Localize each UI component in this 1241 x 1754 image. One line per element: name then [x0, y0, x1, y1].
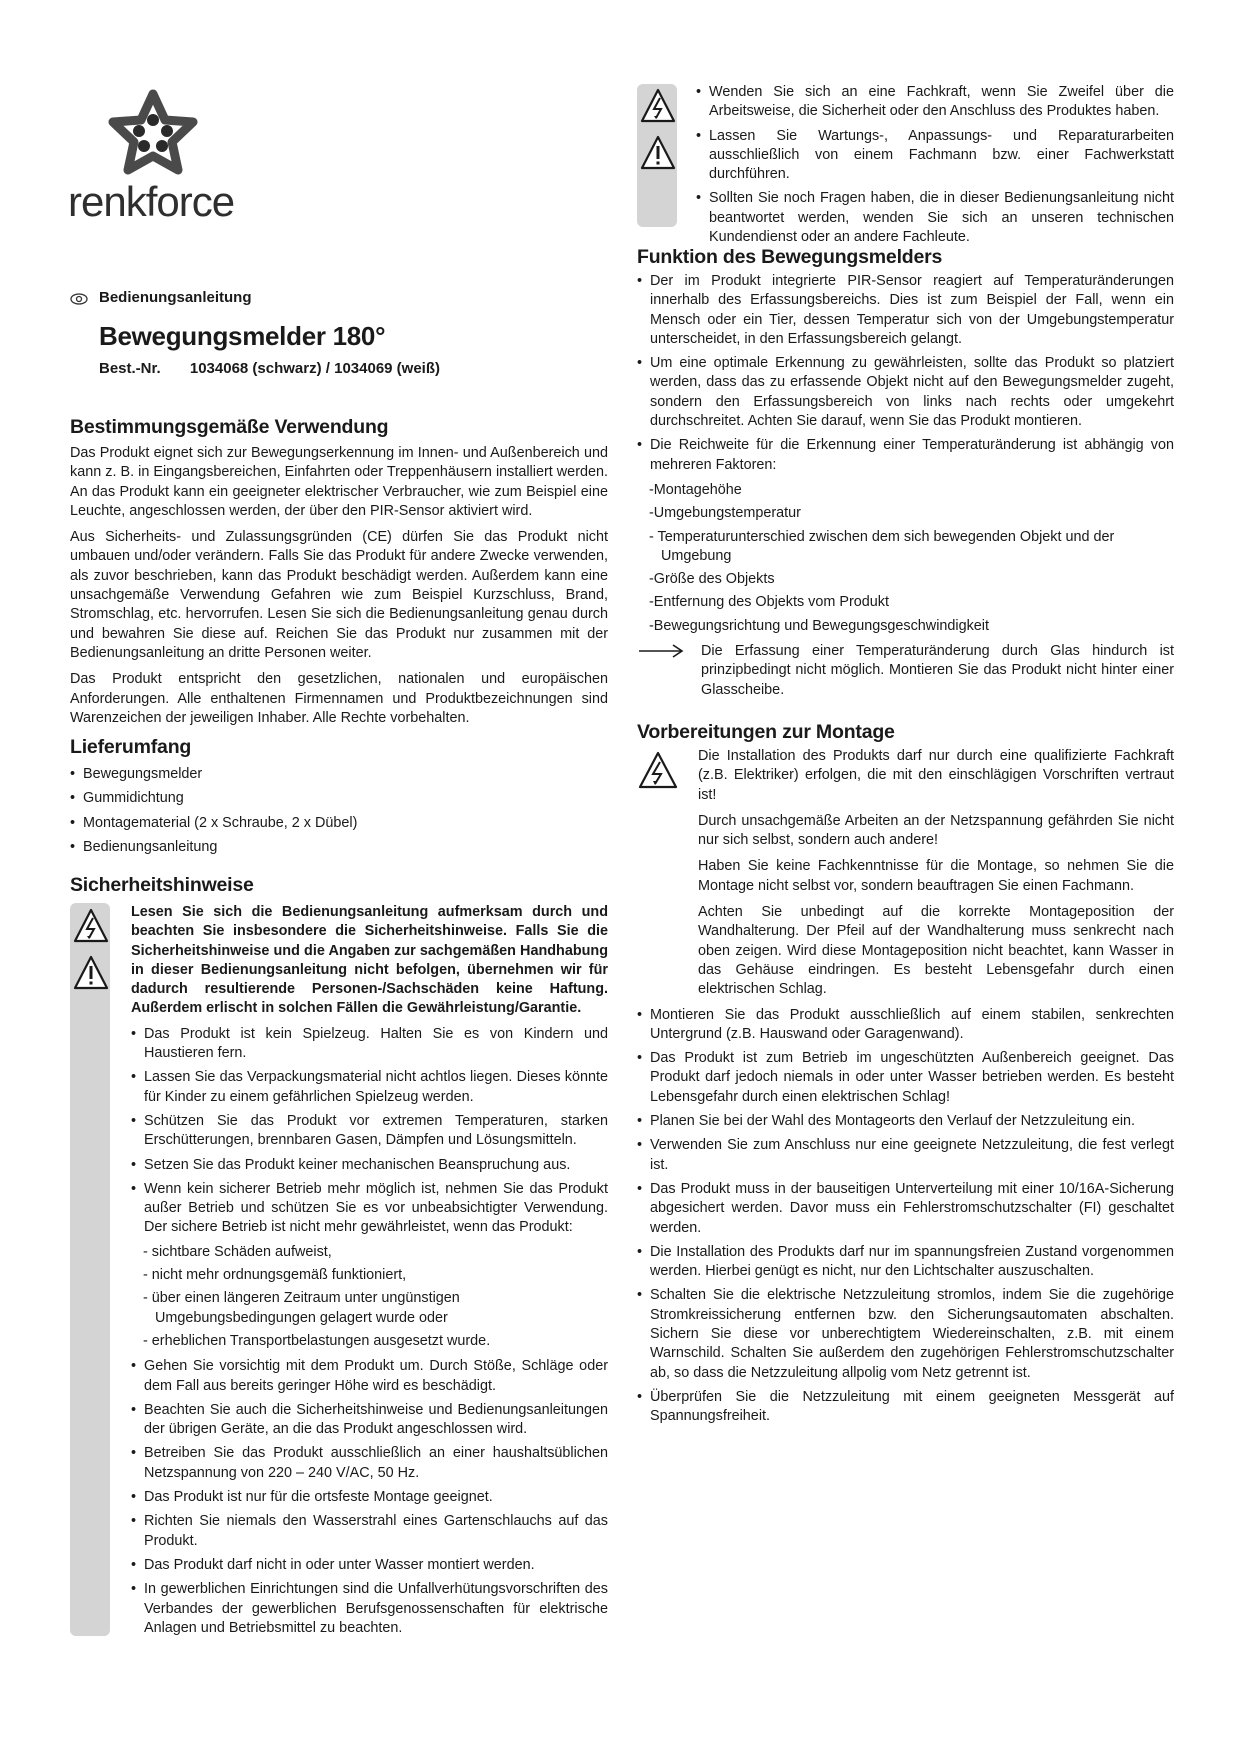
condition-list — [131, 1243, 608, 1351]
list-item: • Die Installation des Produkts darf nur im spannungsfreien Zustand vorgenommen werden. Hierbei genügt es nicht, nur den Lichtschalter auszuschalten. — [637, 1243, 1174, 1282]
list-item: • Betreiben Sie das Produkt ausschließlich an einer haushaltsüblichen Netzspannung von 220 – 240 V/AC, 50 Hz. — [131, 1444, 608, 1483]
list-item: • Sollten Sie noch Fragen haben, die in dieser Bedienungsanleitung nicht beantwortet werden, wenden Sie sich an unseren technischen Kundendienst oder an andere Fachleute. — [696, 189, 1174, 247]
list-item: • Wenn kein sicherer Betrieb mehr möglich ist, nehmen Sie das Produkt außer Betrieb und schützen Sie es vor unbeabsichtigter Verwendung. Der sichere Betrieb ist nicht mehr gewährleistet, wenn das Produkt: — [131, 1180, 608, 1238]
list-item: • Das Produkt ist zum Betrieb im ungeschützten Außenbereich geeignet. Das Produkt darf jedoch niemals in oder unter Wasser betrieben werden. Es besteht Lebensgefahr durch einen elektrischen Schlag! — [637, 1049, 1174, 1107]
list-item: • Verwenden Sie zum Anschluss nur eine geeignete Netzzuleitung, die fest verlegt ist. — [637, 1136, 1174, 1175]
factor-item: -Montagehöhe — [649, 481, 742, 498]
brand-logo — [68, 82, 268, 227]
intended-use-paragraph: Das Produkt entspricht den gesetzlichen, nationalen und europäischen Anforderungen. Alle enthaltenen Firmennamen und Produktbezeichnungen sind Warenzeichen der jeweiligen Inhaber. Alle Rechte vorbehalten. — [70, 671, 608, 726]
glass-note-text: Die Erfassung einer Temperaturänderung durch Glas hindurch ist prinzipbedingt nicht möglich. Montieren Sie das Produkt nicht hinter einer Glasscheibe. — [701, 643, 1174, 698]
list-item: • In gewerblichen Einrichtungen sind die Unfallverhütungsvorschriften des Verbandes der gewerblichen Berufsgenossenschaften für elektrische Anlagen und Betriebsmittel zu beachten. — [131, 1580, 608, 1638]
safety-list-b — [131, 1357, 608, 1638]
exclamation-warning-icon — [73, 955, 109, 991]
factor-list — [637, 481, 1174, 636]
electric-shock-warning-icon — [640, 88, 676, 124]
list-item: • Der im Produkt integrierte PIR-Sensor reagiert auf Temperaturänderungen innerhalb des Erfassungsbereichs. Dies ist zum Beispiel der Fall, wenn ein Mensch oder ein Tier, dessen Temperatur sich von der Umgebungstemperatur unterscheidet, in den Erfassungsbereich gelangt. — [637, 272, 1174, 349]
preparation-warnings — [637, 747, 1174, 1000]
eye-icon — [70, 293, 88, 305]
condition-item: - nicht mehr ordnungsgemäß funktioniert, — [143, 1267, 407, 1284]
safety-section — [70, 873, 610, 897]
preparation-heading: Vorbereitungen zur Montage — [637, 721, 895, 743]
function-section — [637, 245, 1174, 700]
function-list — [637, 272, 1174, 475]
order-numbers: 1034068 (schwarz) / 1034069 (weiß) — [189, 360, 441, 377]
list-item: • Schützen Sie das Produkt vor extremen Temperaturen, starken Erschütterungen, brennbaren Gasen, Dämpfen und Lösungsmitteln. — [131, 1112, 608, 1151]
intended-use-paragraph: Das Produkt eignet sich zur Bewegungserkennung im Innen- und Außenbereich und kann z. B. in Eingangsbereichen, Einfahrten oder Treppenhäusern installiert werden. An das Produkt kann ein geeigneter elektrischer Verbraucher, wie zum Beispiel eine Leuchte, angeschlossen werden, der über den PIR-Sensor aktiviert wird. — [70, 445, 608, 519]
list-item: • Lassen Sie das Verpackungsmaterial nicht achtlos liegen. Dieses könnte für Kinder zu einem gefährlichen Spielzeug werden. — [131, 1068, 608, 1107]
function-heading: Funktion des Bewegungsmelders — [637, 246, 943, 268]
list-item: • Um eine optimale Erkennung zu gewährleisten, sollte das Produkt so platziert werden, dass das zu erfassende Objekt nicht auf den Bewegungsmelder zugeht, sondern den Erfassungsbereich von links nach rechts oder umgekehrt durchschreitet. Achten Sie darauf, wenn Sie das Produkt montieren. — [637, 354, 1174, 431]
list-item: • Bedienungsanleitung — [70, 838, 608, 857]
intended-use-paragraph: Aus Sicherheits- und Zulassungsgründen (CE) dürfen Sie das Produkt nicht umbauen und/oder verändern. Falls Sie das Produkt für andere Zwecke verwenden, als zuvor beschrieben, kann das Produkt beschädigt werden. Außerdem kann eine unsachgemäße Verwendung Gefahren wie zum Beispiel Kurzschluss, Brand, Stromschlag, etc. hervorrufen. Lesen Sie sich die Bedienungsanleitung genau durch und bewahren Sie diese auf. Reichen Sie das Produkt nur zusammen mit der Bedienungsanleitung an dritte Personen weiter. — [70, 529, 608, 661]
page-title: Bewegungsmelder 180° — [99, 321, 386, 351]
intended-use-section — [70, 415, 608, 728]
preparation-list — [637, 1006, 1174, 1427]
electric-shock-warning-icon — [73, 908, 109, 944]
list-item: • Montagematerial (2 x Schraube, 2 x Dübel) — [70, 814, 608, 833]
safety-cont-body — [696, 83, 1174, 247]
list-item: • Das Produkt ist nur für die ortsfeste Montage geeignet. — [131, 1488, 608, 1507]
list-item: • Lassen Sie Wartungs-, Anpassungs- und Reparaturarbeiten ausschließlich von einem Fachmann bzw. einer Fachwerkstatt durchführen. — [696, 127, 1174, 185]
warning-paragraph: Durch unsachgemäße Arbeiten an der Netzspannung gefährden Sie nicht nur sich selbst, sondern auch andere! — [698, 812, 1174, 849]
exclamation-warning-icon — [640, 135, 676, 171]
list-item: • Das Produkt muss in der bauseitigen Unterverteilung mit einer 10/16A-Sicherung abgesichert werden. Davor muss ein Fehlerstromschutzschalter (FI) geschaltet werden. — [637, 1180, 1174, 1238]
factor-item: -Umgebungstemperatur — [649, 505, 801, 522]
list-item: • Überprüfen Sie die Netzzuleitung mit einem geeigneten Messgerät auf Spannungsfreiheit. — [637, 1388, 1174, 1427]
safety-intro: Lesen Sie sich die Bedienungsanleitung aufmerksam durch und beachten Sie insbesondere die Sicherheitshinweise. Falls Sie die Sicherheitshinweise und die Angaben zur sachgemäßen Handhabung in dieser Bedienungsanleitung nicht befolgen, übernehmen wir für dadurch resultierende Personen-/Sachschäden keine Haftung. Außerdem erlischt in solchen Fällen die Gewährleistung/Garantie. — [131, 904, 608, 1017]
safety-body — [131, 903, 608, 1638]
list-item: • Beachten Sie auch die Sicherheitshinweise und Bedienungsanleitungen der übrigen Geräte, an die das Produkt angeschlossen wird. — [131, 1401, 608, 1440]
factor-item: -Größe des Objekts — [649, 571, 775, 588]
intended-use-heading: Bestimmungsgemäße Verwendung — [70, 416, 389, 438]
safety-heading: Sicherheitshinweise — [70, 874, 254, 896]
factor-item: - Temperaturunterschied zwischen dem sich bewegenden Objekt und der Umgebung — [649, 528, 1115, 564]
order-label: Best.-Nr. — [99, 360, 161, 377]
list-item: • Gehen Sie vorsichtig mit dem Produkt um. Durch Stöße, Schläge oder dem Fall aus bereits geringer Höhe wird es beschädigt. — [131, 1357, 608, 1396]
order-number-row — [99, 360, 440, 377]
warning-paragraph: Die Installation des Produkts darf nur durch eine qualifizierte Fachkraft (z.B. Elektriker) erfolgen, die mit den einschlägigen Vorschriften vertraut ist! — [698, 748, 1174, 803]
safety-list-a — [131, 1025, 608, 1238]
brand-name: renkforce — [68, 178, 235, 225]
list-item: • Setzen Sie das Produkt keiner mechanischen Beanspruchung aus. — [131, 1156, 608, 1175]
warning-paragraph: Achten Sie unbedingt auf die korrekte Montageposition der Wandhalterung. Der Pfeil auf der Wandhalterung muss senkrecht nach oben zeigen. Wird diese Montageposition nicht beachtet, kann Wasser in das Gehäuse eindringen. Es besteht Lebensgefahr durch einen elektrischen Schlag. — [698, 904, 1174, 998]
list-item: • Das Produkt darf nicht in oder unter Wasser montiert werden. — [131, 1556, 608, 1575]
list-item: • Das Produkt ist kein Spielzeug. Halten Sie es von Kindern und Haustieren fern. — [131, 1025, 608, 1064]
arrow-right-icon — [637, 643, 685, 659]
condition-item: - erheblichen Transportbelastungen ausgesetzt wurde. — [143, 1332, 491, 1349]
delivery-list — [70, 765, 608, 857]
list-item: • Wenden Sie sich an eine Fachkraft, wenn Sie Zweifel über die Arbeitsweise, die Sicherheit oder den Anschluss des Produktes haben. — [696, 83, 1174, 122]
list-item: • Montieren Sie das Produkt ausschließlich auf einem stabilen, senkrechten Untergrund (z.B. Hauswand oder Garagenwand). — [637, 1006, 1174, 1045]
list-item: • Bewegungsmelder — [70, 765, 608, 784]
delivery-heading: Lieferumfang — [70, 736, 192, 758]
list-item: • Gummidichtung — [70, 789, 608, 808]
electric-shock-warning-icon — [637, 750, 679, 790]
factor-item: -Bewegungsrichtung und Bewegungsgeschwindigkeit — [649, 617, 989, 634]
safety-sidebar-bar — [70, 903, 110, 1636]
preparation-section — [637, 720, 1174, 1427]
manual-label: Bedienungsanleitung — [99, 289, 252, 306]
condition-item: - über einen längeren Zeitraum unter ungünstigen Umgebungsbedingungen gelagert wurde oder — [143, 1290, 460, 1326]
list-item: • Schalten Sie die elektrische Netzzuleitung stromlos, indem Sie die zugehörige Stromkreissicherung entfernen bzw. den Sicherungsautomaten abschalten. Sichern Sie diese vor unberechtigtem Wiedereinschalten, z.B. mit einem Warnschild. Schalten Sie außerdem den zugehörigen Fehlerstromschutzschalter ab, so dass die Netzzuleitung allpolig vom Netz getrennt ist. — [637, 1286, 1174, 1382]
glass-note — [637, 642, 1174, 700]
list-item: • Planen Sie bei der Wahl des Montageorts den Verlauf der Netzzuleitung ein. — [637, 1112, 1174, 1131]
factor-item: -Entfernung des Objekts vom Produkt — [649, 594, 889, 611]
list-item: • Richten Sie niemals den Wasserstrahl eines Gartenschlauchs auf das Produkt. — [131, 1512, 608, 1551]
delivery-section — [70, 735, 608, 857]
condition-item: - sichtbare Schäden aufweist, — [143, 1243, 332, 1260]
warning-paragraph: Haben Sie keine Fachkenntnisse für die Montage, so nehmen Sie die Montage nicht selbst vor, sondern beauftragen Sie einen Fachmann. — [698, 858, 1174, 894]
safety-cont-list — [696, 83, 1174, 247]
list-item: • Die Reichweite für die Erkennung einer Temperaturänderung ist abhängig von mehreren Faktoren: — [637, 436, 1174, 475]
